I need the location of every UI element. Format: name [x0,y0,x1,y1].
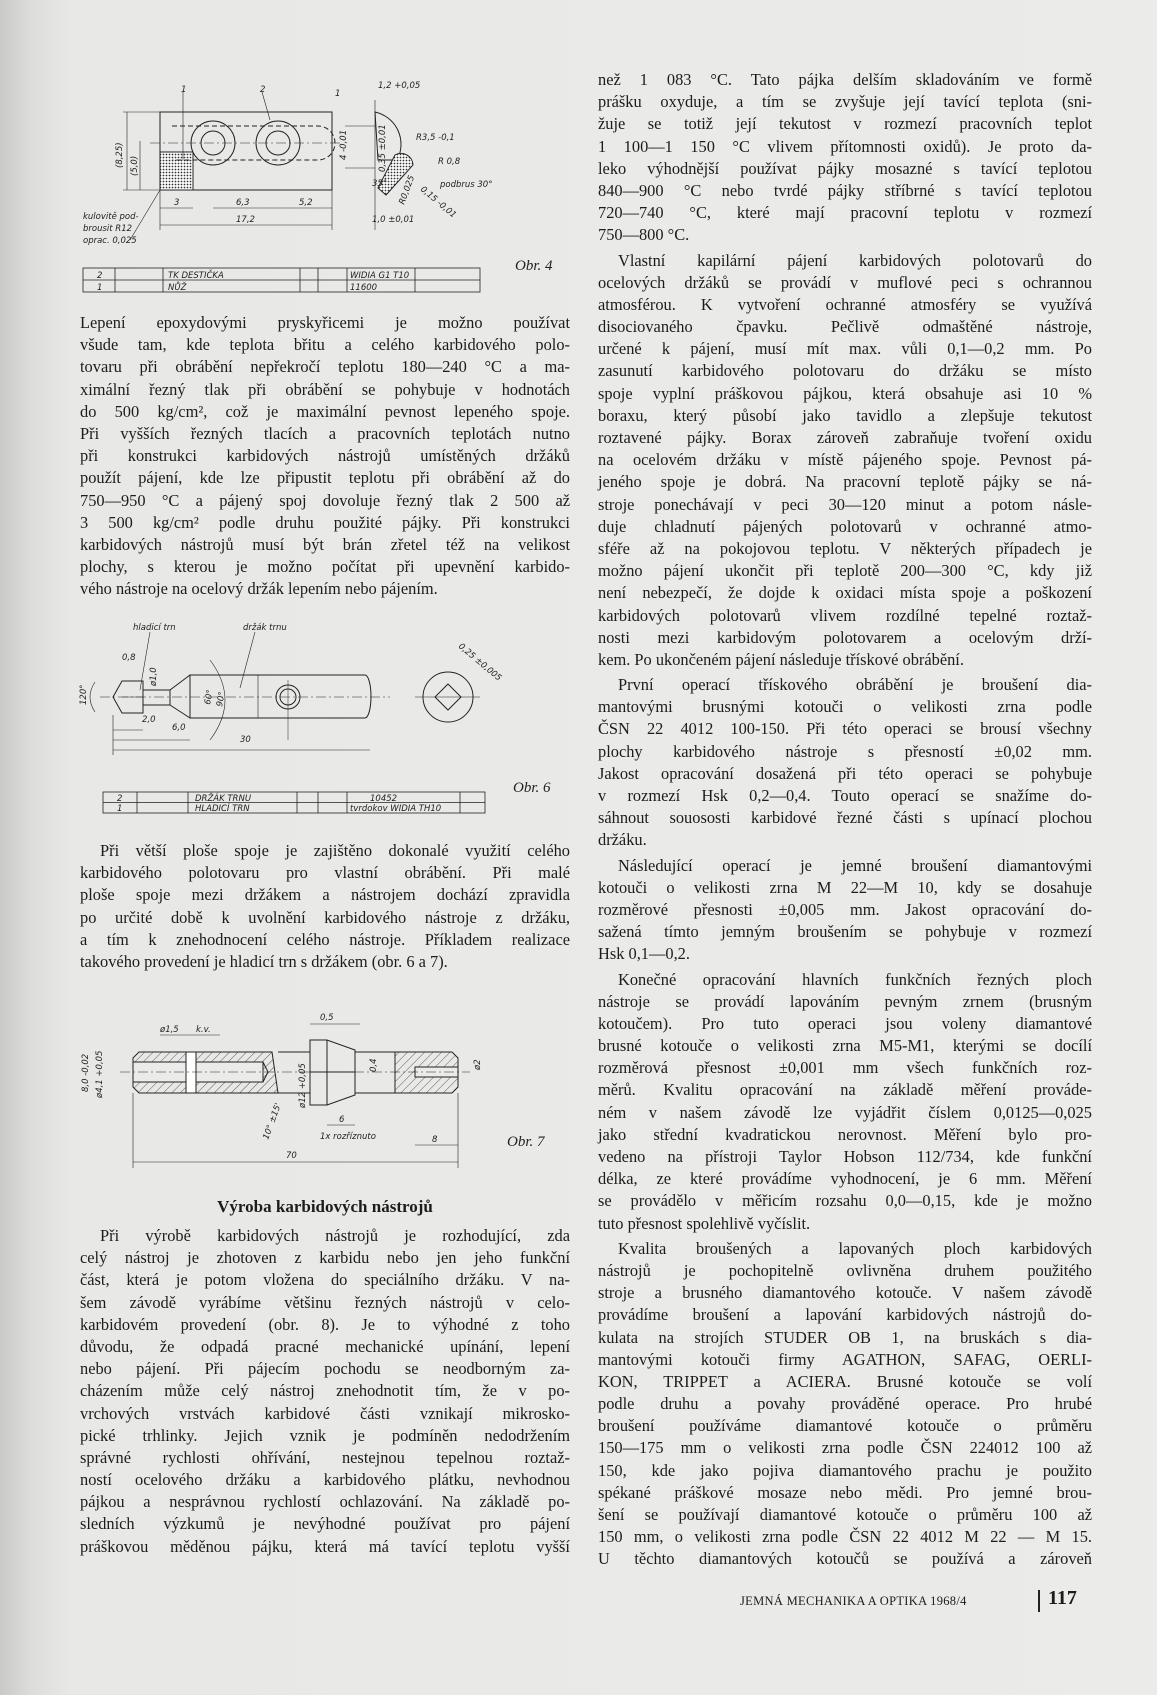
text-line: ČSN 22 4012 100-150. Při této operaci se brousí všechny [598,719,1092,739]
paragraph [80,1225,570,1558]
text-line: atmosférou. K vytvoření ochranné atmosféry se využívá [598,294,1092,314]
text-line: mantovými brusnými kotouči o velikosti zrna podle [598,697,1092,717]
text-line: Při výrobě karbidových nástrojů je rozhodující, zda [100,1226,570,1245]
text-line: brusné kotouče o velikosti zrna M5-M1, kterými se docílí [598,1036,1092,1056]
text-line: 1 100—1 150 °C vlivem přítomnosti oxidů). Je proto da- [598,136,1092,156]
text-line: Jakost opracování dosažená při této operaci se pohybuje [598,763,1092,783]
paragraph [598,855,1092,966]
text-line: po určité době k uvolnění karbidového nástroje z držáku, [80,907,570,927]
table-cell: NŮŽ [168,283,187,293]
dimension-label: ø4,1 +0,05 [95,1050,105,1098]
paragraph [598,1238,1092,1571]
text-line: rozměrová přesnost ±0,001 mm všech funkčních roz- [598,1058,1092,1078]
text-line: Kvalita broušených a lapovaných ploch karbidových [618,1238,1092,1258]
text-line: plochy karbidového nástroje s přesností ±0,02 mm. [598,741,1092,761]
text-line: sáhnout souososti karbidové řezné části s upínací plochou [598,808,1092,828]
dimension-label: 4 -0,01 [339,129,349,160]
text-line: spoje vyplní práškovou pájkou, která obsahuje asi 10 % [598,383,1092,403]
text-line: karbidovém provedení (obr. 8). Je to výhodné z toho [80,1314,570,1334]
dimension-label: R3,5 -0,1 [416,133,455,143]
text-line: ném v našem závodě lze vyjádřit číslem 0,0125—0,025 [598,1102,1092,1122]
paragraph [598,674,1092,852]
text-line: šení se používají diamantové kotouče o průměru 100 až [598,1505,1092,1524]
text-line: celý nástroj je zhotoven z karbidu nebo jen jeho funkční [80,1248,570,1268]
text-line: Hsk 0,1—0,2. [598,944,690,964]
dimension-label: 0,4 [369,1058,379,1072]
text-line: nástrojů je pochopitelně ovlivněna druhem použitého [598,1260,1092,1280]
text-line: plochy, s kterou je možno počítat při upevnění karbido- [80,557,570,577]
dimension-label: 17,2 [236,215,255,225]
dimension-label: 120° [79,684,89,705]
text-line: část, která je potom vložena do speciálního držáku. V na- [80,1270,570,1290]
dimension-label: 90° [215,690,228,708]
table-cell: 1 [117,804,123,814]
dimension-label: 0,5 [320,1013,334,1023]
text-line: Konečné opracování hlavních funkčních řezných ploch [618,969,1092,989]
text-line: prášku oxyduje, a tím se zvyšuje její tavící teplota (sni- [598,92,1092,112]
dimension-label: 0,35 ±0,01 [378,124,388,172]
table-cell: WIDIA G1 T10 [350,271,410,281]
part-label: hladicí trn [133,623,176,633]
text-line: nosti mezi karbidovým polotovarem a ocelovým drží- [598,627,1092,647]
text-line: 720—740 °C, které mají pracovní teplotu v rozmezí [598,203,1092,223]
table-cell: TK DESTIČKA [168,271,224,281]
text-line: nástroje se provádí lapováním pevným zrnem (brusným [598,991,1092,1011]
text-line: délka, ze které provádíme vyhodnocení, je 6 mm. Měření [598,1169,1092,1189]
text-line: broušení používáme diamantové kotouče o průměru [598,1416,1092,1436]
text-line: tuto přesnost spolehlivě vyčíslit. [598,1213,811,1233]
dimension-label: 0,25 ±0,005 [456,641,504,684]
text-line: mantovými kotouči firmy AGATHON, SAFAG, OERLI- [598,1349,1092,1369]
table-cell: HLADICÍ TRN [195,804,250,814]
text-line: stroje ponechávají v peci 30—120 minut a potom násle- [598,494,1092,514]
text-line: práškovou měděnou pájku, která má tavící teplotu vyšší [80,1536,570,1556]
text-line: 3 500 kg/cm² podle druhu použité pájky. Při konstrukci [80,512,570,532]
text-line: karbidového polotovaru pro vlastní obrábění. Při malé [80,863,570,883]
text-line: žuje se totiž její tekutost v rozmezí pracovních teplot [598,114,1092,134]
text-line: KON, TRIPPET a ACIERA. Brusné kotouče se volí [598,1371,1092,1391]
left-column-block-3 [80,1225,570,1561]
text-line: tovaru při obrábění nepřekročí teplotu 180—240 °C a ma- [80,357,570,377]
dimension-label: 6 [339,1115,345,1125]
table-cell: 1 [97,283,103,293]
text-line: sledních výzkumů je nevýhodné používat pro pájení [80,1514,570,1534]
text-line: 150—175 mm o velikosti zrna podle ČSN 224012 100 až [598,1438,1092,1458]
text-line: a tím k znehodnocení celého nástroje. Příkladem realizace [80,929,570,949]
text-line: takového provedení je hladicí trn s držákem (obr. 6 a 7). [80,951,448,971]
text-line: cházením může celý nástroj znehodnotit tím, že v po- [80,1381,570,1401]
text-line: 150, kde jako pojiva diamantového prachu je použito [598,1460,1092,1480]
text-line: určené k pájení, musí mít max. vůli 0,1—0,2 mm. Po [598,339,1092,359]
journal-footer: JEMNÁ MECHANIKA A OPTIKA 1968/4 [740,1594,967,1608]
dimension-label: ø1,0 [149,667,159,686]
text-line: kulata na strojích STUDER OB 1, na bruskách s dia- [598,1327,1092,1347]
figure-caption: Obr. 6 [513,780,551,796]
text-line: 840—900 °C nebo tvrdé pájky stříbrné s tavící teplotou [598,180,1092,200]
footer-divider [1038,1590,1040,1612]
right-column [598,69,1092,1574]
text-line: kotouči o velikosti zrna M 22—M 10, kdy se dosahuje [598,877,1092,897]
text-line: První operací třískového obrábění je broušení dia- [618,675,1092,695]
text-line: stroje a brusného diamantového kotouče. V našem závodě [598,1283,1092,1303]
dimension-label: 0,8 [122,653,136,663]
text-line: karbidových polotovarů vlivem rozdílné tepelné roztaž- [598,605,1092,625]
text-line: šem závodě vyrábíme většinu řezných nástrojů v celo- [80,1292,570,1312]
dimension-label: R 0,8 [438,157,461,167]
dimension-label: 0,15 -0,01 [418,184,458,221]
text-line: pájkou a nesprávnou rychlostí ochlazování. Na základě po- [80,1492,570,1512]
text-line: rozměrové přesnosti ±0,005 mm. Jakost opracování do- [598,899,1092,919]
text-line: v rozmezí Hsk 0,2—0,4. Touto operací se snažíme do- [598,786,1092,805]
text-line: karbidových nástrojů musí být brán zřetel též na velikost [80,534,570,554]
text-line: než 1 083 °C. Tato pájka delším skladováním ve formě [598,70,1092,89]
dimension-label: 70 [286,1151,297,1161]
text-line: jako střední kvadratickou nerovnost. Měření bylo pro- [598,1124,1092,1144]
dimension-label: 2,0 [142,715,156,725]
figure-caption: Obr. 7 [507,1134,545,1150]
text-line: měrů. Kvalitu opracování na základě měření prováde- [598,1080,1092,1100]
text-line: zasunutí karbidového polotovaru do držáku se místo [598,361,1092,381]
text-line: U těchto diamantových kotoučů se používá a zároveň [598,1549,1092,1569]
text-line: Lepení epoxydovými pryskyřicemi je možno používat [80,313,570,332]
text-line: 750—950 °C a pájený spoj dovoluje řezný tlak 2 500 až [80,490,570,510]
text-line: sféře až na pokojovou teplotu. V některých případech je [598,538,1092,558]
table-cell: 2 [117,794,123,804]
text-line: 750—800 °C. [598,225,690,245]
text-line: důvodu, že odpadá pracné mechanické upínání, lepení [80,1336,570,1356]
text-line: ximální řezný tlak při obrábění se pohybuje v hodnotách [80,379,570,399]
paragraph [598,969,1092,1235]
dimension-label: 6,0 [172,723,186,733]
text-line: nebo pájení. Při pájecím pochodu se neodborným za- [80,1359,570,1379]
text-line: použít pájení, kde lze připustit teplotu při obrábění až do [80,468,570,488]
left-column-block-2 [80,840,570,976]
dimension-label: 10° ±15' [261,1101,284,1142]
part-label: 1 [181,85,187,95]
dimension-label: ø1,5 [160,1025,179,1035]
dimension-label: ø12 +0,05 [298,1063,308,1108]
dimension-label: 35° [372,179,388,189]
text-line: Následující operací je jemné broušení diamantovými [618,855,1092,875]
text-line: na ocelovém držáku v místě pájeného spoje. Pevnost pá- [598,450,1092,470]
text-line: 150 mm, o velikosti zrna podle ČSN 22 4012 M 22 — M 15. [598,1527,1092,1547]
part-label: 1 [335,89,341,99]
text-line: není nebezpečí, že dojde k oxidaci místa spoje a poškození [598,583,1092,603]
dimension-label: 8 [432,1135,438,1145]
paragraph [598,250,1092,672]
text-line: Vlastní kapilární pájení karbidových polotovarů do [618,250,1092,270]
paragraph [598,69,1092,247]
table-cell: 10452 [370,794,398,804]
text-line: pické trhlinky. Jejich vznik je podmíněn nedodržením [80,1425,570,1445]
text-line: do 500 kg/cm², což je maximální pevnost lepeného spoje. [80,401,570,421]
text-line: kotoučem). Pro tuto operaci jsou voleny diamantové [598,1013,1092,1033]
dimension-label: podbrus 30° [440,180,493,190]
text-line: kem. Po ukončeném pájení následuje třískové obrábění. [598,649,964,669]
dimension-label: 30 [240,735,251,745]
dimension-label: R0,025 [397,174,418,207]
text-line: ností ocelového držáku a karbidového plátku, nevhodnou [80,1470,570,1490]
text-line: leko výhodnější používat pájky mosazné s tavící teplotou [598,158,1092,178]
dimension-label: ø2 [473,1059,483,1070]
text-line: ploše spoje mezi držákem a nástrojem dochází zpravidla [80,885,570,905]
dimension-label: 1,2 +0,05 [378,81,421,91]
figure-caption: Obr. 4 [515,258,553,274]
text-line: duje chladnutí pájených polotovarů v ochranné atmo- [598,516,1092,536]
text-line: všude tam, kde teplota břitu a celého karbidového polo- [80,335,570,355]
text-line: se provádělo v měřicím rozsahu 0,0—0,15, kde je možno [598,1191,1092,1211]
text-line: držáku. [598,830,647,850]
text-line: vedeno na přístroji Taylor Hobson 112/734, kde funkční [598,1147,1092,1166]
section-heading: Výroba karbidových nástrojů [217,1197,433,1216]
dimension-label: 60° [203,688,216,706]
text-line: roztavené pájky. Borax zároveň zabraňuje tvoření oxidu [598,428,1092,447]
text-line: podle druhu a povahy prováděné operace. Pro hrubé [598,1394,1092,1414]
dimension-label: 1x rozříznuto [320,1132,376,1142]
text-line: sažená tímto jemným broušením se pohybuje v rozmezí [598,922,1092,942]
text-line: provádíme broušení a lapování karbidových nástrojů do- [598,1305,1092,1325]
text-line: ocelových držáků se provádí v muflové peci s ochrannou [598,272,1092,292]
dimension-label: (8,25) [115,142,125,168]
dimension-label: 8,0 -0,02 [81,1053,91,1092]
text-line: disociovaného čpavku. Pečlivě odmaštěné nástroje, [598,317,1092,337]
text-line: správné rychlosti ohřívání, nestejnou tepelnou roztaž- [80,1447,570,1467]
note-label: oprac. 0,025 [83,236,137,246]
page-number: 117 [1048,1587,1077,1609]
text-line: při konstrukci karbidových nástrojů umístěných držáků [80,446,570,466]
text-line: možno pájení ukončit při teplotě 200—300 °C, kdy již [598,561,1092,581]
paragraph [80,840,570,973]
left-column-block-1 [80,312,570,603]
table-cell: 11600 [350,283,378,293]
part-label: 2 [260,85,266,95]
dimension-label: 3 [174,198,180,208]
text-line: Při vyšších řezných tlacích a pracovních teplotách nutno [80,423,570,443]
dimension-label: 1,0 ±0,01 [372,215,415,225]
table-cell: 2 [97,271,103,281]
text-line: boraxu, který působí jako tavidlo a zlepšuje tekutost [598,405,1092,425]
part-label: držák trnu [243,623,287,633]
text-line: vrchových vrstvách karbidové části vznikají mikrosko- [80,1403,570,1423]
text-line: jeného spoje je dobrá. Na pracovní teplotě pájky se ná- [598,472,1092,492]
paragraph [80,312,570,600]
dimension-label: (5,0) [130,155,140,176]
table-cell: DRŽÁK TRNU [195,794,252,804]
note-label: kulovitě pod- [83,212,139,222]
text-line: vého nástroje na ocelový držák lepením nebo pájením. [80,579,438,599]
text-line: Při větší ploše spoje je zajištěno dokonalé využití celého [100,841,570,860]
dimension-label: 6,3 [236,198,250,208]
note-label: brousit R12 [83,224,133,234]
dimension-label: 5,2 [299,198,313,208]
table-cell: tvrdokov WIDIA TH10 [350,804,442,814]
dimension-label: k.v. [196,1025,211,1035]
text-line: spékané práškové mosaze nebo mědi. Pro jemné brou- [598,1482,1092,1502]
